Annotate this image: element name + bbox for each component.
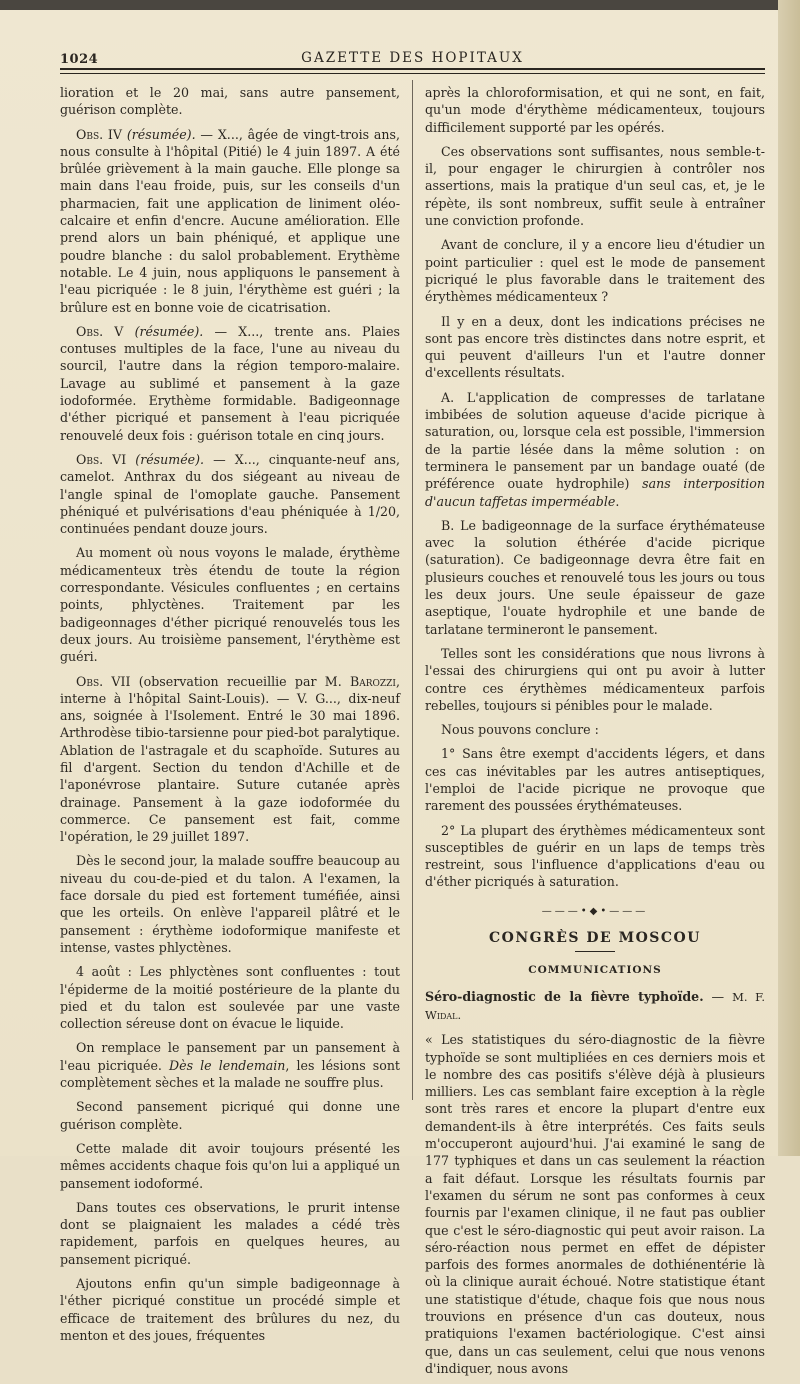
text-span: — — [703, 988, 733, 1004]
paragraph: Telles sont les considérations que nous livrons à l'essai des chirurgiens qui ont pu avoir à lutter contre ces érythèmes médicamenteux parfois rebelles, toujours si pénibles pour le malade. — [425, 645, 765, 713]
section-ornament: ———•◆•——— — [541, 905, 649, 917]
text-span: , les lésions sont complètement sèches et la malade ne souffre plus. — [60, 1057, 400, 1091]
paragraph: Cette malade dit avoir toujours présenté les mêmes accidents chaque fois qu'on lui a appliqué un pansement iodoformé. — [60, 1140, 400, 1191]
paragraph: lioration et le 20 mai, sans autre pansement, guérison complète. — [60, 85, 400, 118]
observation-5 — [60, 323, 400, 444]
paragraph: Ces observations sont suffisantes, nous semble-t-il, pour engager le chirurgien à contrôler nos assertions, mais la pratique d'un seul cas, et, je le répète, ils sont nombreux, suffit seule à entraîner une conviction profonde. — [425, 143, 765, 229]
observation-label: Obs. V — [76, 323, 124, 339]
scan-right-edge — [778, 0, 800, 1156]
observation-4 — [60, 126, 400, 316]
observation-resumee: (résumée). — [126, 126, 196, 142]
observation-text: — X..., trente ans. Plaies contuses multiples de la face, l'une au niveau du sourcil, l'autre dans la région temporo-malaire. Lavage au sublimé et pansement à la gaze iodoformée. Erythème formidable. Badigeonnage d'éther picriqué et pansement à l'eau picriquée renouvelé deux fois : guérison totale en cinq jours. — [60, 323, 400, 443]
journal-title: GAZETTE DES HOPITAUX — [301, 50, 524, 66]
paragraph: Second pansement picriqué qui donne une guérison complète. — [60, 1099, 400, 1132]
paragraph: Dans toutes ces observations, le prurit intense dont se plaignaient les malades a cédé très rapidement, parfois en quelques heures, au pansement picriqué. — [60, 1199, 400, 1267]
observation-label: Obs. VII — [76, 673, 131, 689]
paragraph: après la chloroformisation, et qui ne sont, en fait, qu'un mode d'érythème médicamenteux, toujours difficilement supporté par les opérés. — [425, 85, 765, 135]
page-number: 1024 — [60, 52, 99, 67]
paragraph: 2° La plupart des érythèmes médicamenteux sont susceptibles de guérir en un laps de temps très restreint, sous l'influence d'applications d'eau ou d'éther picriqués à saturation. — [425, 822, 765, 890]
paragraph: B. Le badigeonnage de la surface érythémateuse avec la solution éthérée d'acide picrique (saturation). Ce badigeonnage devra être fait en plusieurs couches et renouvelé tous les jours ou tous les deux jours. Une seule épaisseur de gaze aseptique, l'ouate hydrophile et une bande de tarlatane termineront le pansement. — [425, 517, 765, 637]
paragraph: 1° Sans être exempt d'accidents légers, et dans ces cas inévitables par les autres antiseptiques, l'emploi de l'acide picrique ne provoque que rarement des poussées érythémateuses. — [425, 746, 765, 814]
observation-7 — [60, 673, 400, 846]
section-rule — [575, 951, 615, 952]
header-rule-thick — [60, 68, 765, 70]
observation-label: Obs. VI — [76, 451, 127, 467]
page-header — [60, 46, 765, 68]
observation-label: Obs. IV — [76, 126, 123, 142]
article-title: Séro-diagnostic de la fièvre typhoïde. — [425, 988, 704, 1004]
text-span: . — [615, 493, 620, 509]
text-span: On remplace le pansement par un pansement à l'eau picriquée. — [60, 1040, 400, 1073]
paragraph: Ajoutons enfin qu'un simple badigeonnage à l'éther picriqué constitue un procédé simple et efficace de traitement des brûlures du nez, du menton et des joues, fréquentes — [60, 1276, 400, 1343]
subsection-title: COMMUNICATIONS — [528, 964, 662, 977]
left-column — [60, 84, 400, 1351]
observation-author: Barozzi — [350, 673, 396, 689]
right-column — [425, 84, 765, 1384]
article-paragraph — [425, 988, 765, 1025]
observation-resumee: (résumée). — [135, 451, 205, 467]
paragraph: Nous pouvons conclure : — [441, 722, 599, 738]
observation-text: , interne à l'hôpital Saint-Louis). — V. G..., dix-neuf ans, soignée à l'Isolement. Entré le 30 mai 1896. Arthrodèse tibio-tarsienne pour pied-bot paralytique. Ablation de l'astragale et du scaphoïde. Sutures au fil d'argent. Section du tendon d'Achille et de l'aponévrose plantaire. Suture cutanée après drainage. Pansement à la gaze iodoformée du commerce. Ce pansement est fait, comme l'opération, le 29 juillet 1897. — [60, 673, 400, 845]
observation-text: — X..., âgée de vingt-trois ans, nous consulte à l'hôpital (Pitié) le 4 juin 1897. A été brûlée grièvement à la main gauche. Elle plonge sa main dans l'eau froide, puis, sur les conseils d'un pharmacien, fait une application de liniment oléo-calcaire et enfin d'encre. Aucune amélioration. Elle prend alors un bain phéniqué, et applique une poudre blanche : du salol probablement. Erythème notable. Le 4 juin, nous appliquons le pansement à l'eau picriquée : le 8 juin, l'érythème est guéri ; la brûlure est en bonne voie de cicatrisation. — [60, 126, 401, 315]
text-span: A. L'application de compresses de tarlatane imbibées de solution aqueuse d'acide picrique à saturation, ou, lorsque cela est possible, l'immersion de la partie lésée dans la même solution : on terminera le pansement par un bandage ouaté (de préférence ouate hydrophile) — [425, 389, 765, 492]
observation-text: — X..., cinquante-neuf ans, camelot. Anthrax du dos siégeant au niveau de l'angle spinal de l'omoplate gauche. Pansement phéniqué et pulvérisations d'eau phéniquée à 1/20, continuées pendant douze jours. — [60, 451, 400, 537]
observation-text: (observation recueillie par M. — [130, 673, 350, 689]
section-title: CONGRÈS DE MOSCOU — [489, 930, 701, 947]
paragraph — [425, 389, 765, 510]
italic-span: Dès le lendemain — [169, 1057, 286, 1073]
paragraph: « Les statistiques du séro-diagnostic de la fièvre typhoïde se sont multipliées en ces derniers mois et le nombre des cas positifs s'élève déjà à plusieurs milliers. Les cas semblant faire exception à la règle sont très rares et encore la plupart d'entre eux demandent-ils à être interprétés. Ces faits seuls m'occuperont aujourd'hui. J'ai examiné le sang de 177 typhiques et dans un cas seulement la réaction a fait défaut. Lorsque les résultats fournis par l'examen du sérum ne sont pas conformes à ceux fournis par l'examen clinique, il ne faut pas oublier que c'est le séro-diagnostic qui peut avoir raison. La séro-réaction nous permet en effet de dépister parfois des formes anormales de dothiénentérie là où la clinique aurait échoué. Notre statistique étant une statistique d'étude, chaque fois que nous nous trouvions en présence d'un cas douteux, nous pratiquions l'examen bactériologique. C'est ainsi que, dans un cas seulement, celui que nous venons d'indiquer, nous avons — [425, 1032, 765, 1376]
header-rule-thin — [60, 73, 765, 74]
observation-resumee: (résumée). — [134, 323, 204, 339]
paragraph: Au moment où nous voyons le malade, érythème médicamenteux très étendu de toute la région correspondante. Vésicules confluentes ; en certains points, phlyctènes. Traitement par les badigeonnages d'éther picriqué renouvelés tous les deux jours. Au troisième pansement, l'érythème est guéri. — [60, 545, 400, 665]
scan-top-edge — [0, 0, 800, 10]
paragraph — [60, 1039, 400, 1091]
italic-span: sans interposition d'aucun taffetas imperméable — [425, 476, 766, 509]
observation-6 — [60, 451, 400, 537]
column-divider — [412, 80, 413, 1100]
paragraph: Avant de conclure, il y a encore lieu d'étudier un point particulier : quel est le mode de pansement picriqué le plus favorable dans le traitement des érythèmes médicamenteux ? — [425, 237, 765, 305]
paragraph: 4 août : Les phlyctènes sont confluentes : tout l'épiderme de la moitié postérieure de la plante du pied et du talon est soulevée par une vaste collection séreuse dont on évacue le liquide. — [60, 964, 400, 1032]
article-author: M. F. Widal. — [425, 989, 765, 1022]
paragraph: Il y en a deux, dont les indications précises ne sont pas encore très distinctes dans notre esprit, et qui peuvent d'ailleurs l'un et l'autre donner d'excellents résultats. — [425, 313, 765, 381]
paragraph: Dès le second jour, la malade souffre beaucoup au niveau du cou-de-pied et du talon. A l'examen, la face dorsale du pied est fortement tuméfiée, ainsi que les orteils. On enlève l'appareil plâtré et le pansement : érythème iodoformique manifeste et intense, vastes phlyctènes. — [60, 853, 400, 955]
